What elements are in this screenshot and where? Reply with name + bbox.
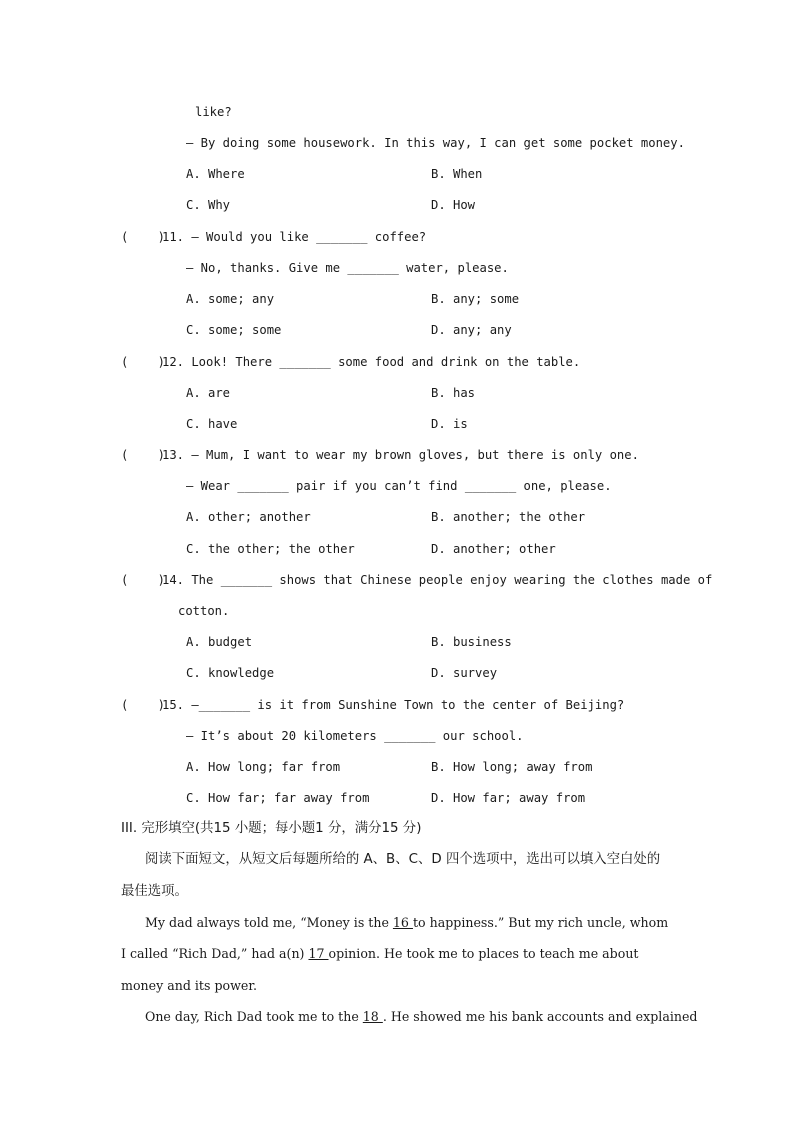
q13-stem: 13. — Mum, I want to wear my brown gloves, but there is only one. bbox=[162, 448, 639, 462]
passage-text: My dad always told me, “Money is the bbox=[145, 915, 393, 930]
q11-answer-paren: ( ) bbox=[121, 230, 166, 244]
q12-answer-paren: ( ) bbox=[121, 355, 166, 369]
q15-option-d: D. How far; away from bbox=[431, 791, 586, 805]
q10-option-a: A. Where bbox=[186, 167, 245, 181]
passage-text: to happiness.” But my rich uncle, whom bbox=[412, 915, 669, 930]
q14-option-b: B. business bbox=[431, 635, 512, 649]
passage-line-2 bbox=[121, 946, 639, 962]
passage-text: opinion. He took me to places to teach me about bbox=[328, 946, 639, 961]
passage-line-3: money and its power. bbox=[121, 978, 257, 993]
q14-option-c: C. knowledge bbox=[186, 666, 275, 680]
q12-option-c: C. have bbox=[186, 417, 238, 431]
q11-option-b: B. any; some bbox=[431, 292, 520, 306]
section-heading: III. 完形填空(共15 小题；每小题1 分，满分15 分) bbox=[121, 821, 422, 836]
blank-18: 18 bbox=[362, 1009, 383, 1024]
passage-line-1 bbox=[145, 915, 668, 931]
q14-answer-paren: ( ) bbox=[121, 573, 166, 587]
q10-option-c: C. Why bbox=[186, 198, 231, 212]
q11-option-c: C. some; some bbox=[186, 323, 282, 337]
q15-stem: 15. —_______ is it from Sunshine Town to the center of Beijing? bbox=[162, 698, 625, 712]
q13-option-d: D. another; other bbox=[431, 542, 556, 556]
q14-option-a: A. budget bbox=[186, 635, 253, 649]
q13-answer-paren: ( ) bbox=[121, 448, 166, 462]
q11-stem: 11. — Would you like _______ coffee? bbox=[162, 230, 427, 244]
q10-option-b: B. When bbox=[431, 167, 483, 181]
blank-17: 17 bbox=[308, 946, 329, 961]
q12-option-b: B. has bbox=[431, 386, 476, 400]
q10-option-d: D. How bbox=[431, 198, 476, 212]
q10-answer: — By doing some housework. In this way, I can get some pocket money. bbox=[186, 136, 685, 150]
passage-line-4 bbox=[145, 1009, 697, 1025]
passage-text: I called “Rich Dad,” had a(n) bbox=[121, 946, 309, 961]
q13-option-b: B. another; the other bbox=[431, 510, 586, 524]
passage-text: . He showed me his bank accounts and explained bbox=[382, 1009, 698, 1024]
section-instruction-line-2: 最佳选项。 bbox=[121, 884, 188, 899]
q13-option-a: A. other; another bbox=[186, 510, 311, 524]
q12-option-a: A. are bbox=[186, 386, 231, 400]
q11-answer: — No, thanks. Give me _______ water, please. bbox=[186, 261, 509, 275]
q14-option-d: D. survey bbox=[431, 666, 498, 680]
q13-option-c: C. the other; the other bbox=[186, 542, 355, 556]
q15-option-c: C. How far; far away from bbox=[186, 791, 370, 805]
q15-option-b: B. How long; away from bbox=[431, 760, 593, 774]
q12-option-d: D. is bbox=[431, 417, 468, 431]
q10-stem-continued: like? bbox=[195, 105, 232, 119]
q15-answer: — It’s about 20 kilometers _______ our school. bbox=[186, 729, 524, 743]
blank-16: 16 bbox=[392, 915, 413, 930]
q15-option-a: A. How long; far from bbox=[186, 760, 341, 774]
section-instruction-line-1: 阅读下面短文，从短文后每题所给的 A、B、C、D 四个选项中，选出可以填入空白处的 bbox=[145, 852, 661, 867]
q11-option-a: A. some; any bbox=[186, 292, 275, 306]
q14-stem: 14. The _______ shows that Chinese people enjoy wearing the clothes made of bbox=[162, 573, 713, 587]
q15-answer-paren: ( ) bbox=[121, 698, 166, 712]
q12-stem: 12. Look! There _______ some food and drink on the table. bbox=[162, 355, 581, 369]
q14-stem-continued: cotton. bbox=[178, 604, 230, 618]
q11-option-d: D. any; any bbox=[431, 323, 512, 337]
q13-answer: — Wear _______ pair if you can’t find _______ one, please. bbox=[186, 479, 612, 493]
passage-text: One day, Rich Dad took me to the bbox=[145, 1009, 363, 1024]
